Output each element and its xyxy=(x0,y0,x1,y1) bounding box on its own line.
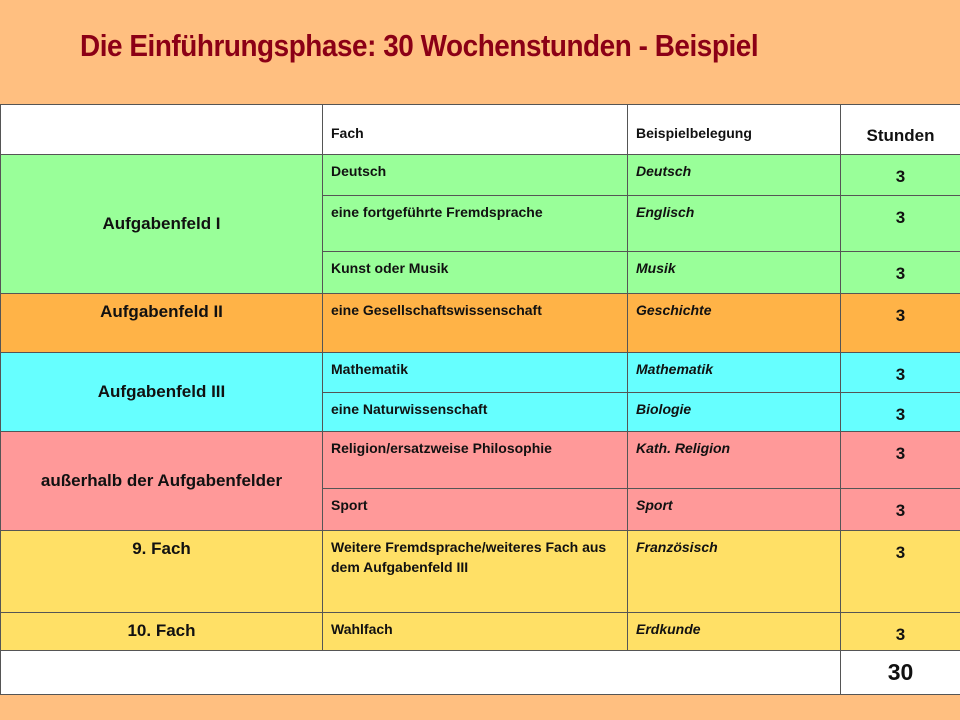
fach-cell: Kunst oder Musik xyxy=(323,252,628,294)
field-cell-10: 10. Fach xyxy=(1,613,323,651)
fach-cell: Religion/ersatzweise Philosophie xyxy=(323,432,628,489)
table-header-row xyxy=(1,105,960,155)
fach-cell: Sport xyxy=(323,489,628,531)
course-table xyxy=(0,104,960,695)
stunden-cell: 3 xyxy=(841,196,960,252)
beleg-cell: Sport xyxy=(628,489,841,531)
stunden-cell: 3 xyxy=(841,155,960,196)
page-title: Die Einführungsphase: 30 Wochenstunden - Beispiel xyxy=(80,28,759,63)
table-row xyxy=(1,294,960,353)
field-cell-2: Aufgabenfeld II xyxy=(1,294,323,353)
field-cell-3: Aufgabenfeld III xyxy=(1,353,323,432)
stunden-cell: 3 xyxy=(841,432,960,489)
fach-cell: eine Gesellschaftswissenschaft xyxy=(323,294,628,353)
stunden-cell: 3 xyxy=(841,489,960,531)
field-cell-4: außerhalb der Aufgabenfelder xyxy=(1,432,323,531)
header-fach: Fach xyxy=(323,105,628,155)
beleg-cell: Deutsch xyxy=(628,155,841,196)
beleg-cell: Englisch xyxy=(628,196,841,252)
total-row xyxy=(1,651,960,695)
stunden-cell: 3 xyxy=(841,531,960,613)
total-spacer xyxy=(1,651,841,695)
stunden-cell: 3 xyxy=(841,252,960,294)
fach-cell: eine Naturwissenschaft xyxy=(323,393,628,432)
stunden-cell: 3 xyxy=(841,294,960,353)
fach-cell: Wahlfach xyxy=(323,613,628,651)
field-cell-1: Aufgabenfeld I xyxy=(1,155,323,294)
table-row xyxy=(1,155,960,196)
table-row xyxy=(1,613,960,651)
table-row xyxy=(1,432,960,489)
stunden-cell: 3 xyxy=(841,353,960,393)
beleg-cell: Französisch xyxy=(628,531,841,613)
fach-cell: eine fortgeführte Fremdsprache xyxy=(323,196,628,252)
beleg-cell: Kath. Religion xyxy=(628,432,841,489)
fach-cell: Deutsch xyxy=(323,155,628,196)
beleg-cell: Erdkunde xyxy=(628,613,841,651)
stunden-cell: 3 xyxy=(841,393,960,432)
table-row xyxy=(1,531,960,613)
stunden-cell: 3 xyxy=(841,613,960,651)
beleg-cell: Geschichte xyxy=(628,294,841,353)
header-beleg: Beispielbelegung xyxy=(628,105,841,155)
total-hours: 30 xyxy=(841,651,960,695)
header-stunden: Stunden xyxy=(841,105,960,155)
header-field xyxy=(1,105,323,155)
beleg-cell: Biologie xyxy=(628,393,841,432)
beleg-cell: Mathematik xyxy=(628,353,841,393)
beleg-cell: Musik xyxy=(628,252,841,294)
table-row xyxy=(1,353,960,393)
fach-cell: Weitere Fremdsprache/weiteres Fach aus dem Aufgabenfeld III xyxy=(323,531,628,613)
fach-cell: Mathematik xyxy=(323,353,628,393)
field-cell-9: 9. Fach xyxy=(1,531,323,613)
